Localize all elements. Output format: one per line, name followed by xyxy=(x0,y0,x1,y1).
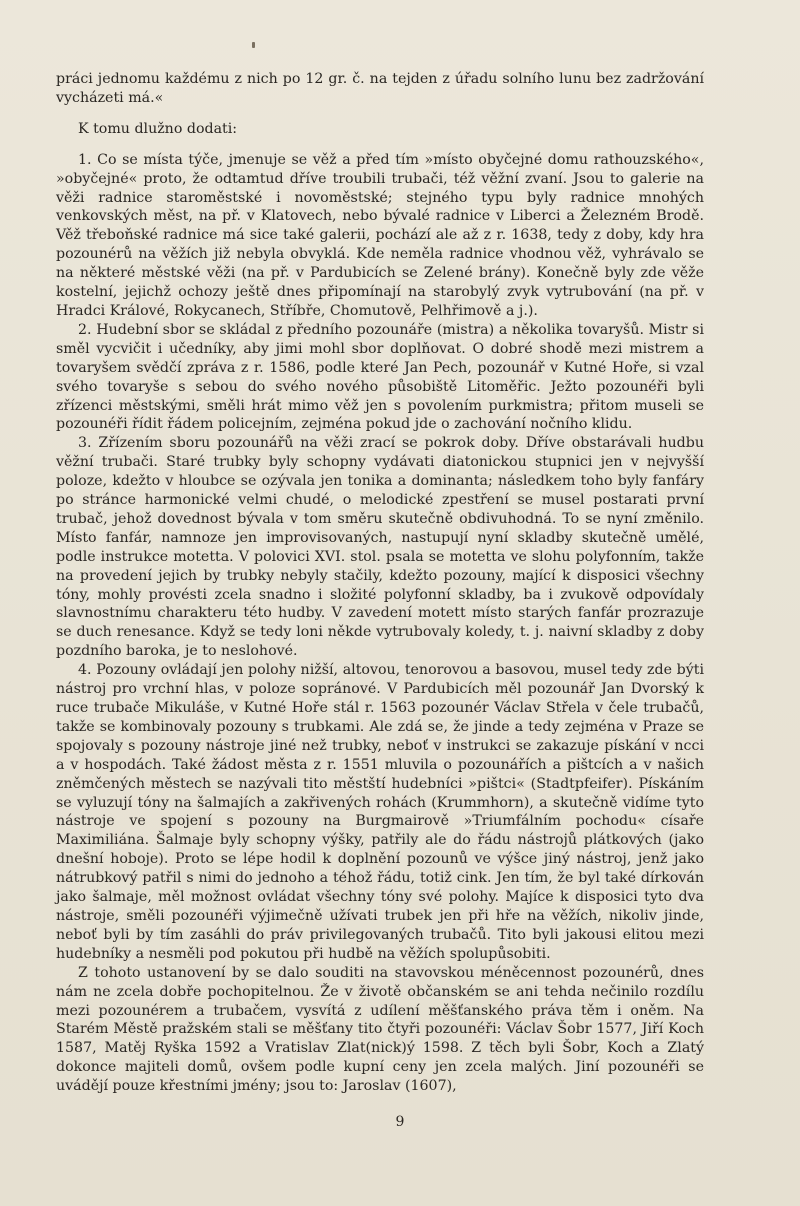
paragraph-closing: Z tohoto ustanovení by se dalo souditi na stavovskou méněcennost pozounérů, dnes nám ne zcela dobře pochopitelnou. Že v životě občanském se ani tehda nečinilo rozdílu mezi pozounérem a trubačem, vysvítá z udílení měšťanského práva těm i oněm. Na Starém Městě pražském stali se měšťany tito čtyři pozounéři: Václav Šobr 1577, Jiří Koch 1587, Matěj Ryška 1592 a Vratislav Zlat(nick)ý 1598. Z těch byli Šobr, Koch a Zlatý dokonce majiteli domů, ovšem podle kupní ceny jen zcela malých. Jiní pozounéři se uvádějí pouze křestními jmény; jsou to: Jaroslav (1607), xyxy=(56,964,704,1095)
paragraph-point-4: 4. Pozouny ovládají jen polohy nižší, altovou, tenorovou a basovou, musel tedy zde býti nástroj pro vrchní hlas, v poloze sopránové. V Pardubicích měl pozounář Jan Dvorský k ruce trubače Mikuláše, v Kutné Hoře stál r. 1563 pozounér Václav Střela v čele trubačů, takže se kombinovaly pozouny s trubkami. Ale zdá se, že jinde a tedy zejména v Praze se spojovaly s pozouny nástroje jiné než trubky, neboť v instrukci se zakazuje pískání v ncci a v hospodách. Také žádost města z r. 1551 mluvila o pozounářích a pištcích a v našich zněmčených městech se nazývali tito městští hudebníci »pištci« (Stadtpfeifer). Pískáním se vyluzují tóny na šalmajích a zakřivených rohách (Krummhorn), a skutečně vidíme tyto nástroje ve spojení s pozouny na Burgmairově »Triumfálním pochodu« císaře Maximiliána. Šalmaje byly schopny výšky, patřily ale do řádu nástrojů plátkových (jako dnešní hoboje). Proto se lépe hodil k doplnění pozounů ve výšce jiný nástroj, jenž jako nátrubkový patřil s nimi do jednoho a téhož řádu, totiž cink. Jen tím, že byl také dírkován jako šalmaje, měl možnost ovládat všechny tóny své polohy. Majíce k disposici tyto dva nástroje, směli pozounéři výjimečně užívati trubek jen při hře na věžích, nikoliv jinde, neboť byli by tím zasáhli do práv privilegovaných trubačů. Tito byli jakousi elitou mezi hudebníky a nesměli pod pokutou při hudbě na věžích spolupůsobiti. xyxy=(56,662,704,962)
paragraph-point-2: 2. Hudební sbor se skládal z předního pozounáře (mistra) a několika tovaryšů. Mistr si směl vycvičit i učedníky, aby jimi mohl sbor doplňovat. O dobré shodě mezi mistrem a tovaryšem svědčí zpráva z r. 1586, podle které Jan Pech, pozounář v Kutné Hoře, si vzal svého tovaryše s sebou do svého nového působiště Litoměřic. Ježto pozounéři byli zřízenci městskými, směli hrát mimo věž jen s povolením purkmistra; přitom museli se pozounéři řídit řádem policejním, zejména pokud jde o zachování nočního klidu. xyxy=(56,321,704,433)
body-text xyxy=(56,70,704,1096)
page-number: 9 xyxy=(395,1114,405,1130)
paragraph-continuation: práci jednomu každému z nich po 12 gr. č. na tejden z úřadu solního lunu bez zadržování vycházeti má.« xyxy=(56,71,704,106)
paragraph-point-1: 1. Co se místa týče, jmenuje se věž a před tím »místo obyčejné domu rathouzského«, »obyčejné« proto, že odtamtud dříve troubili trubači, též věžní zvaní. Jsou to galerie na věži radnice staroměstské i novoměstské; stejného typu byly radnice mnohých venkovských měst, na př. v Klatovech, nebo bývalé radnice v Liberci a Železném Brodě. Věž třeboňské radnice má sice také galerii, pochází ale až z r. 1638, tedy z doby, kdy hra pozounérů na věžích již nebyla obvyklá. Kde neměla radnice vhodnou věž, vyhrávalo se na některé městské věži (na př. v Pardubicích se Zelené brány). Konečně byly zde věže kostelní, jejichž ochozy ještě dnes připomínají na starobylý zvyk vytrubování (na př. v Hradci Králové, Rokycanech, Stříbře, Chomutově, Pelhřimově a j.). xyxy=(56,151,704,319)
paper-speck xyxy=(252,42,255,48)
paragraph-intro: K tomu dlužno dodati: xyxy=(78,120,238,137)
paragraph-point-3: 3. Zřízením sboru pozounářů na věži zrací se pokrok doby. Dříve obstarávali hudbu věžní trubači. Staré trubky byly schopny vydávati diatonickou stupnici jen v nejvyšší poloze, kdežto v hloubce se ozývala jen tonika a dominanta; následkem toho byly fanfáry po stránce harmonické velmi chudé, o melodické zpestření se musel postarati první trubač, jehož dovednost bývala v tom směru skutečně obdivuhodná. To se nyní změnilo. Místo fanfár, namnoze jen improvisovaných, nastupují nyní skladby skutečně umělé, podle instrukce motetta. V polovici XVI. stol. psala se motetta ve slohu polyfonním, takže na provedení jejich by trubky nebyly stačily, kdežto pozouny, mající k disposici všechny tóny, mohly provésti zcela snadno i složité polyfonní skladby, ba i zvukově odpovídaly slavnostnímu charakteru této hudby. V zavedení motett místo starých fanfár prozrazuje se duch renesance. Když se tedy loni někde vytrubovaly koledy, t. j. naivní skladby z doby pozdního baroka, je to neslohové. xyxy=(56,435,704,660)
